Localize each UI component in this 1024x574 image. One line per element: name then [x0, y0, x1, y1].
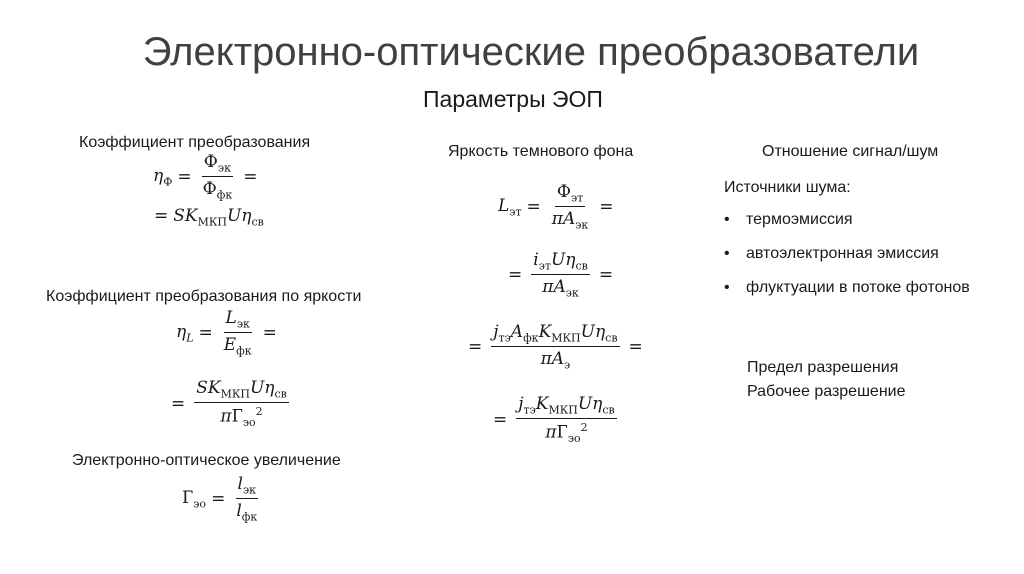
brightness-coefficient-formula: $\eta_L$ = $\frac{L_{эк}}{E_{фк}}$ =: [176, 308, 277, 358]
resolution-limit-label: Предел разрешения: [747, 359, 899, 376]
conversion-coefficient-formula-cont: = $SK_{МКП}U\eta_{св}$: [154, 206, 264, 229]
magnification-formula: $Г_{эо}$ = $\frac{l_{эк}}{l_{фк}}$: [182, 474, 258, 524]
list-item: • автоэлектронная эмиссия: [724, 245, 970, 279]
slide-subtitle: Параметры ЭОП: [423, 86, 603, 112]
working-resolution-label: Рабочее разрешение: [747, 383, 906, 400]
slide-title: Электронно-оптические преобразователи: [142, 30, 920, 74]
noise-sources-label: Источники шума:: [724, 179, 851, 196]
dark-background-formula-4: = $\frac{j_{тэ}K_{МКП}U\eta_{св}}{\pi Г_{эо}^2}$: [493, 394, 615, 446]
list-item: • термоэмиссия: [724, 211, 970, 245]
dark-background-label: Яркость темнового фона: [448, 143, 634, 160]
magnification-label: Электронно-оптическое увеличение: [72, 452, 341, 469]
conversion-coefficient-label: Коэффициент преобразования: [79, 134, 311, 151]
list-item: • флуктуации в потоке фотонов: [724, 279, 970, 313]
brightness-coefficient-formula-cont: = $\frac{SK_{МКП}U\eta_{св}}{\pi Г_{эо}^2}$: [171, 378, 287, 430]
brightness-coefficient-label: Коэффициент преобразования по яркости: [46, 288, 362, 305]
snr-label: Отношение сигнал/шум: [762, 143, 939, 160]
conversion-coefficient-formula: $\eta_Ф$ = $\frac{Ф_{эк}}{Ф_{фк}}$ =: [153, 152, 258, 202]
dark-background-formula-1: $L_{эт}$ = $\frac{Ф_{эт}}{\pi A_{эк}}$ =: [498, 182, 614, 232]
noise-sources-list: [724, 211, 970, 313]
dark-background-formula-3: = $\frac{j_{тэ}A_{фк}K_{МКП}U\eta_{св}}{\pi A_э}$ =: [468, 322, 643, 372]
dark-background-formula-2: = $\frac{i_{эт}U\eta_{св}}{\pi A_{эк}}$ =: [508, 250, 614, 300]
